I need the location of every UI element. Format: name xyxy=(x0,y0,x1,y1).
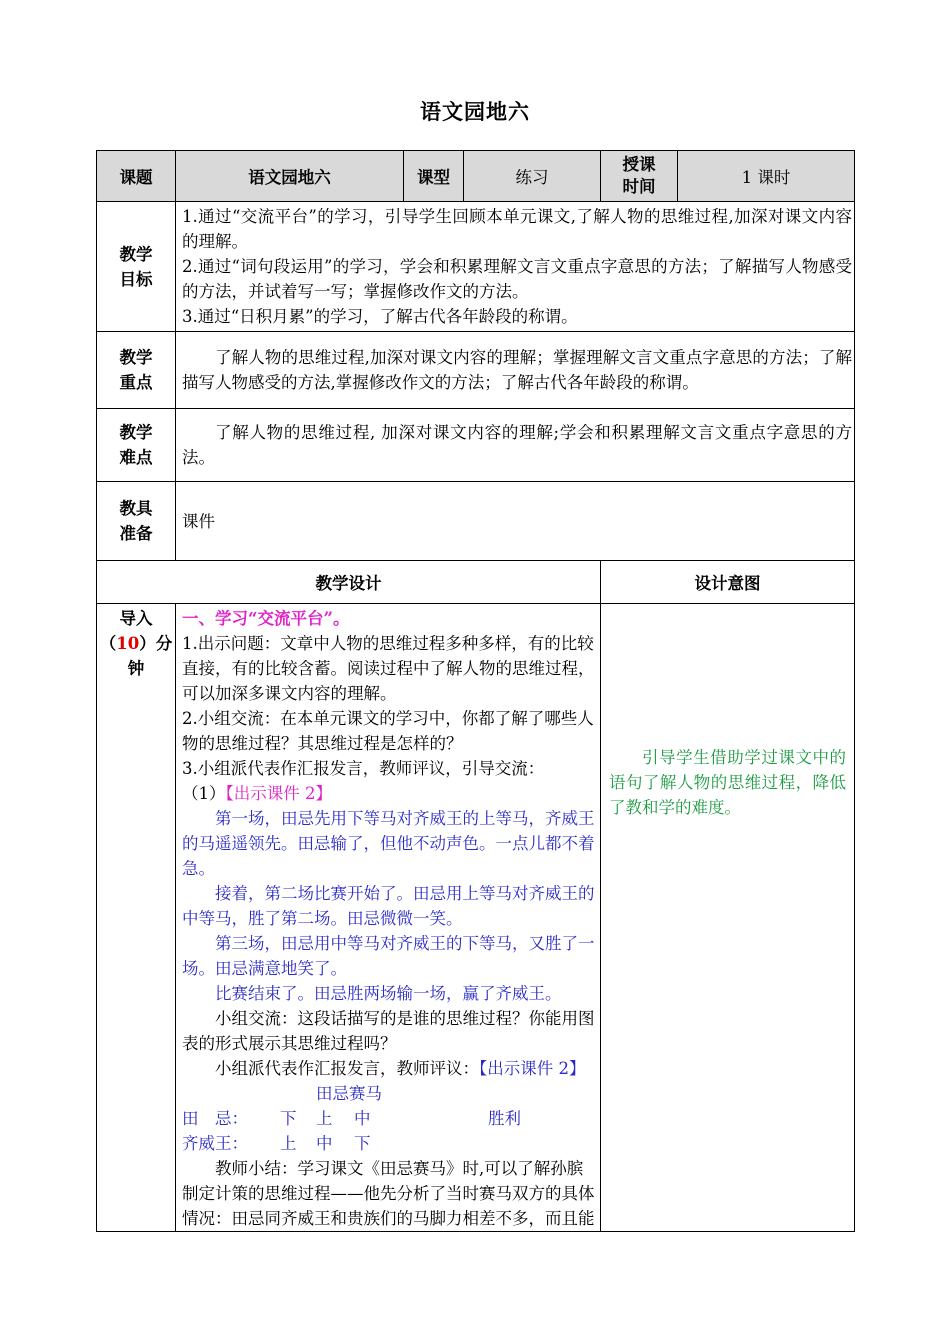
objective-1: 1.通过“交流平台”的学习，引导学生回顾本单元课文,了解人物的思维过程,加深对课文内容的理解。 xyxy=(182,207,852,251)
design-body-row xyxy=(97,604,855,1232)
lesson-plan-table xyxy=(96,150,855,1232)
design-content xyxy=(176,604,601,1232)
step-3-1: （1）【出示课件 2】 xyxy=(182,784,332,803)
race-diagram: 田忌赛马 田 忌： 下 上 中 胜利 齐威王： 上 中 下 xyxy=(182,1081,598,1156)
difficulties-label: 教学难点 xyxy=(97,409,176,482)
section-title: 一、学习“交流平台”。 xyxy=(182,609,350,628)
tools-row xyxy=(97,482,855,561)
lead-minutes: 10 xyxy=(116,634,140,653)
design-intent: 引导学生借助学过课文中的语句了解人物的思维过程，降低了教和学的难度。 xyxy=(601,604,855,1232)
objectives-content xyxy=(176,202,855,332)
header-row xyxy=(97,151,855,202)
hours-label: 授课时间 xyxy=(601,151,678,202)
step-2: 2.小组交流：在本单元课文的学习中，你都了解了哪些人物的思维过程？其思维过程是怎样的？ xyxy=(182,709,594,753)
step-3: 3.小组派代表作汇报发言，教师评议，引导交流： xyxy=(182,759,545,778)
type-label: 课型 xyxy=(404,151,464,202)
page-title: 语文园地六 xyxy=(420,99,530,124)
objectives-row xyxy=(97,202,855,332)
objective-2: 2.通过“词句段运用”的学习，学会和积累理解文言文重点字意思的方法；了解描写人物感受的方法，并试着写一写；掌握修改作文的方法。 xyxy=(182,257,852,301)
tools-label: 教具准备 xyxy=(97,482,176,561)
diagram-result: 胜利 xyxy=(488,1109,521,1128)
diagram-row1-label: 田 忌： xyxy=(182,1109,248,1128)
courseware-link: 【出示课件 2】 xyxy=(225,784,332,803)
story-para-1: 第一场，田忌先用下等马对齐威王的上等马，齐威王的马遥遥领先。田忌输了，但他不动声色。一点儿都不着急。 xyxy=(182,809,595,878)
step-1: 1.出示问题：文章中人物的思维过程多种多样，有的比较直接，有的比较含蓄。阅读过程中了解人物的思维过程，可以加深多课文内容的理解。 xyxy=(182,634,595,703)
tools-content: 课件 xyxy=(176,482,855,561)
courseware-link-2: 【出示课件 2】 xyxy=(479,1059,586,1078)
design-header: 教学设计 xyxy=(97,561,601,604)
group-report: 小组派代表作汇报发言，教师评议：【出示课件 2】 xyxy=(215,1059,586,1078)
diagram-title: 田忌赛马 xyxy=(316,1084,382,1103)
difficulties-row xyxy=(97,409,855,482)
key-points-row xyxy=(97,332,855,409)
intent-header: 设计意图 xyxy=(601,561,855,604)
group-discussion: 小组交流：这段话描写的是谁的思维过程？你能用图表的形式展示其思维过程吗？ xyxy=(182,1009,595,1053)
hours-value: 1 课时 xyxy=(678,151,855,202)
difficulties-content: 了解人物的思维过程, 加深对课文内容的理解;学会和积累理解文言文重点字意思的方法。 xyxy=(176,409,855,482)
key-points-label: 教学重点 xyxy=(97,332,176,409)
objectives-label: 教学目标 xyxy=(97,202,176,332)
topic-value: 语文园地六 xyxy=(176,151,404,202)
design-header-row xyxy=(97,561,855,604)
lead-in-label: 导入 （10）分钟 xyxy=(97,604,176,1232)
diagram-row2-label: 齐威王： xyxy=(182,1134,248,1153)
objective-3: 3.通过“日积月累”的学习，了解古代各年龄段的称谓。 xyxy=(182,307,578,326)
story-para-3: 第三场，田忌用中等马对齐威王的下等马，又胜了一场。田忌满意地笑了。 xyxy=(182,934,595,978)
key-points-content: 了解人物的思维过程,加深对课文内容的理解；掌握理解文言文重点字意思的方法；了解描写人物感受的方法,掌握修改作文的方法；了解古代各年龄段的称谓。 xyxy=(176,332,855,409)
type-value: 练习 xyxy=(464,151,601,202)
story-para-4: 比赛结束了。田忌胜两场输一场，赢了齐威王。 xyxy=(215,984,562,1003)
story-para-2: 接着，第二场比赛开始了。田忌用上等马对齐威王的中等马，胜了第二场。田忌微微一笑。 xyxy=(182,884,595,928)
topic-label: 课题 xyxy=(97,151,176,202)
teacher-summary: 教师小结：学习课文《田忌赛马》时,可以了解孙膑制定计策的思维过程——他先分析了当时赛马双方的具体情况：田忌同齐威王和贵族们的马脚力相差不多，而且能 xyxy=(182,1159,595,1228)
